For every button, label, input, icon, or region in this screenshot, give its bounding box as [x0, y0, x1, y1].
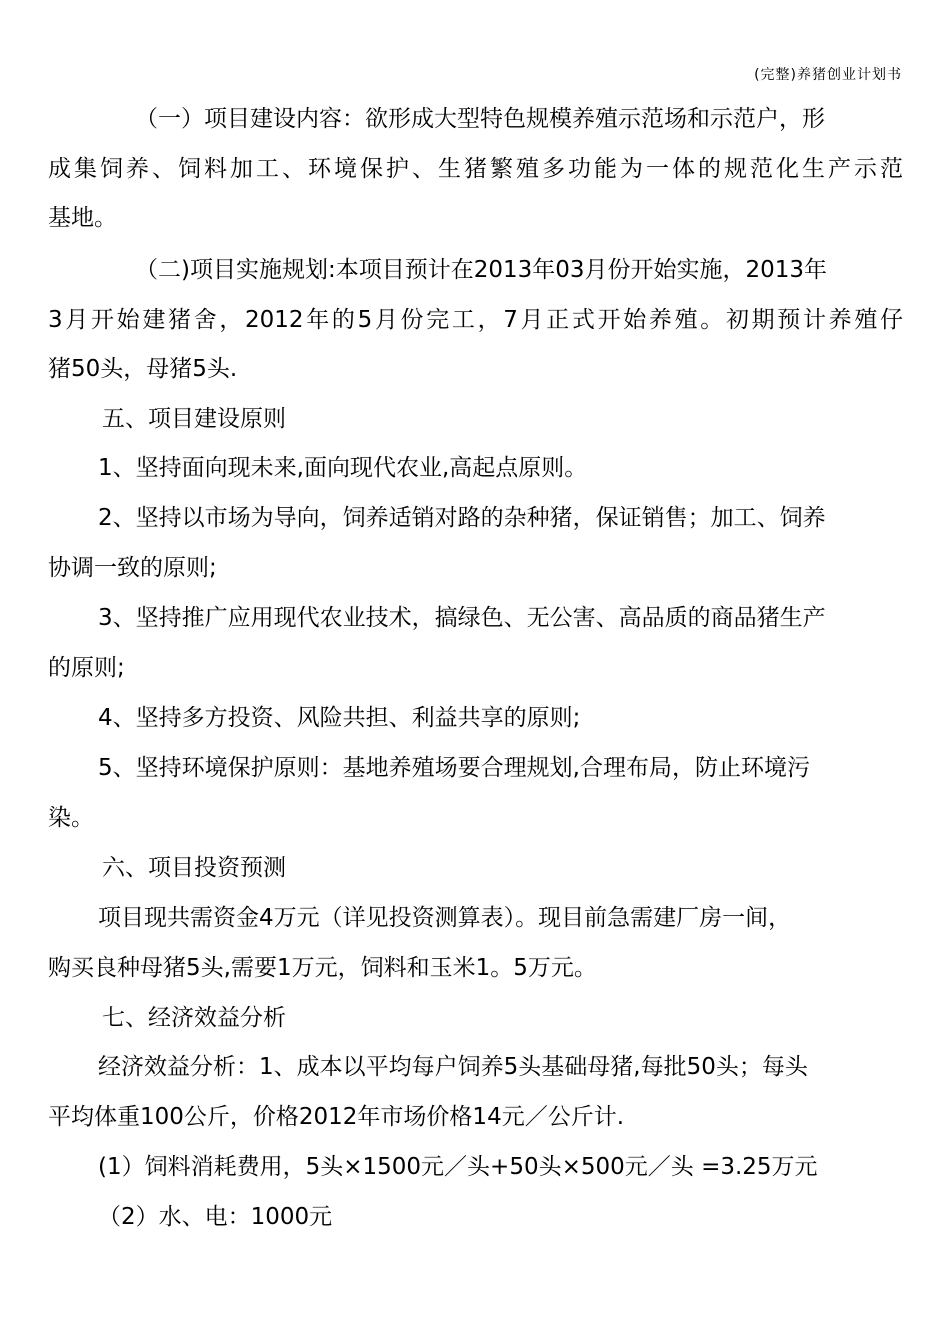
- section-heading-economic: 七、经济效益分析: [102, 1005, 286, 1031]
- text-line: 3、坚持推广应用现代农业技术，搞绿色、无公害、高品质的商品猪生产: [98, 605, 826, 631]
- cost-item-utilities: （2）水、电：1000元: [98, 1204, 333, 1230]
- text-line: 平均体重100公斤，价格2012年市场价格14元／公斤计.: [48, 1104, 625, 1130]
- section-heading-investment: 六、项目投资预测: [102, 855, 286, 881]
- text-line: （一）项目建设内容：欲形成大型特色规模养殖示范场和示范户，形: [135, 106, 825, 132]
- text-line: 5、坚持环境保护原则：基地养殖场要合理规划,合理布局，防止环境污: [98, 755, 810, 781]
- text-line: 成集饲养、饲料加工、环境保护、生猪繁殖多功能为一体的规范化生产示范: [48, 156, 903, 182]
- cost-item-feed: (1）饲料消耗费用，5头×1500元／头+50头×500元／头 =3.25万元: [98, 1154, 818, 1180]
- text-line: 经济效益分析：1、成本以平均每户饲养5头基础母猪,每批50头；每头: [98, 1054, 808, 1080]
- text-line: 猪50头，母猪5头.: [48, 356, 238, 382]
- principle-1: 1、坚持面向现未来,面向现代农业,高起点原则。: [98, 455, 588, 481]
- text-line: 2、坚持以市场为导向，饲养适销对路的杂种猪，保证销售；加工、饲养: [98, 505, 826, 531]
- text-line: （二)项目实施规划:本项目预计在2013年03月份开始实施，2013年: [135, 257, 828, 283]
- text-line: 3月开始建猪舍，2012年的5月份完工，7月正式开始养殖。初期预计养殖仔: [48, 307, 903, 333]
- page-header: (完整)养猪创业计划书: [754, 67, 902, 83]
- text-line: 协调一致的原则;: [48, 555, 217, 581]
- text-line: 的原则;: [48, 655, 125, 681]
- text-line: 染。: [48, 805, 94, 831]
- text-line: 项目现共需资金4万元（详见投资测算表）。现目前急需建厂房一间，: [98, 905, 792, 931]
- section-heading-principles: 五、项目建设原则: [102, 406, 286, 432]
- text-line: 基地。: [48, 205, 117, 231]
- text-line: 购买良种母猪5头,需要1万元，饲料和玉米1。5万元。: [48, 955, 597, 981]
- principle-4: 4、坚持多方投资、风险共担、利益共享的原则;: [98, 705, 581, 731]
